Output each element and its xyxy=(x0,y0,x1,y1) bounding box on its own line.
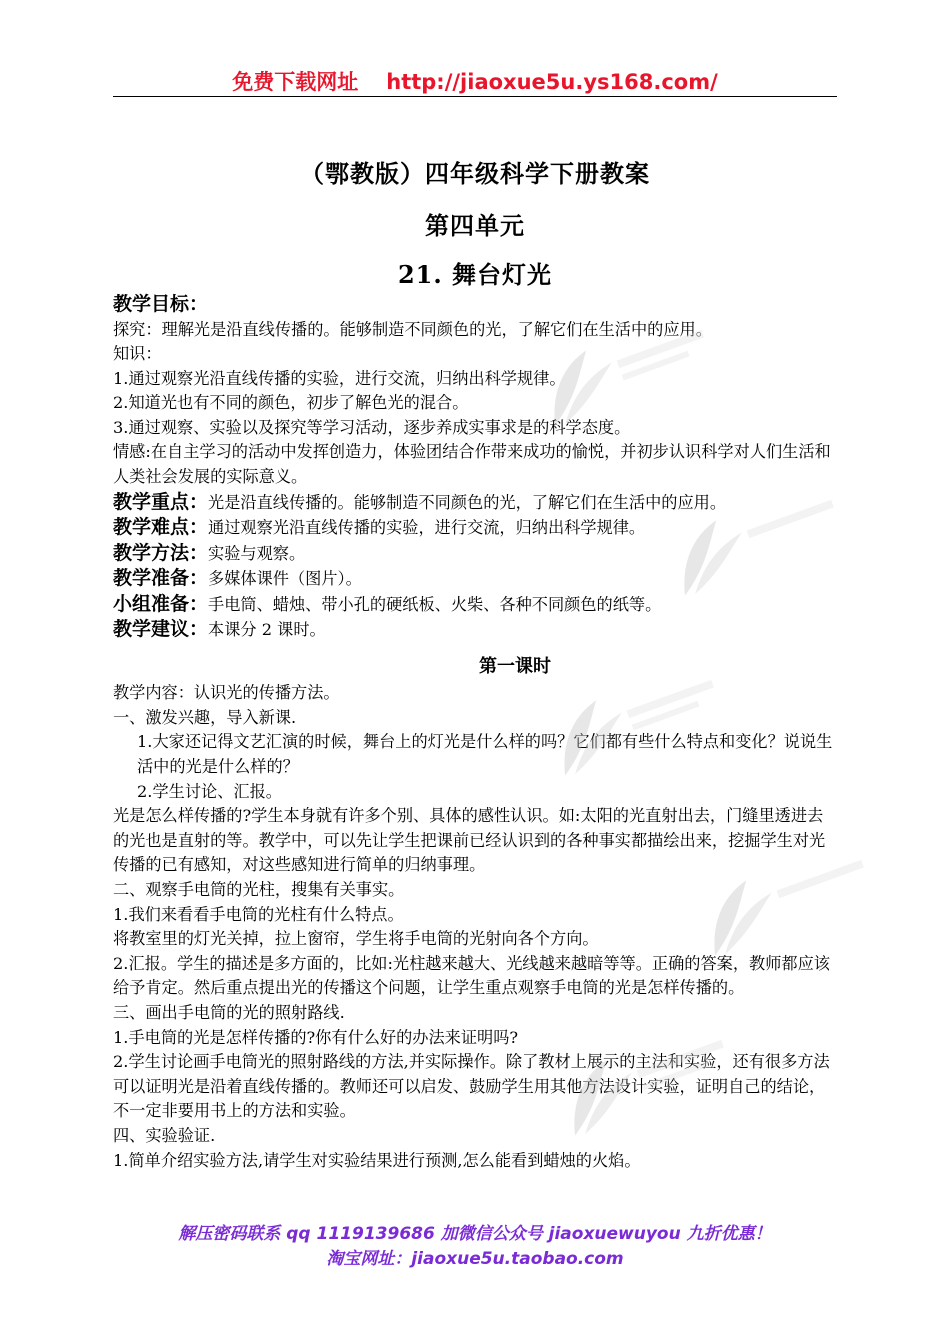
paragraph: 1.简单介绍实验方法,请学生对实验结果进行预测,怎么能看到蜡烛的火焰。 xyxy=(113,1150,641,1170)
paragraph: 1.大家还记得文艺汇演的时候，舞台上的灯光是什么样的吗？它们都有些什么特点和变化？说说生活中的光是什么样的？ xyxy=(137,732,833,777)
paragraph: 1.手电筒的光是怎样传播的?你有什么好的办法来证明吗? xyxy=(113,1027,519,1047)
section-heading: 二、观察手电筒的光柱，搜集有关事实。 xyxy=(113,880,405,899)
paragraph: 2.汇报。学生的描述是多方面的，比如:光柱越来越大、光线越来越暗等等。正确的答案，教师都应该给予肯定。然后重点提出光的传播这个问题，让学生重点观察手电筒的光是怎样传播的。 xyxy=(113,953,830,998)
header-label: 免费下载网址 xyxy=(232,70,359,94)
paragraph: 1.通过观察光沿直线传播的实验，进行交流，归纳出科学规律。 xyxy=(113,368,566,388)
paragraph: 3.通过观察、实验以及探究等学习活动，逐步养成实事求是的科学态度。 xyxy=(113,417,631,437)
lesson-title: 21. 舞台灯光 xyxy=(397,260,553,289)
footer-contact: 解压密码联系 qq 1119139686 加微信公众号 jiaoxuewuyou 九折优惠！ xyxy=(178,1224,772,1244)
paragraph: 2.知道光也有不同的颜色，初步了解色光的混合。 xyxy=(113,393,469,413)
footer-shop-url[interactable]: 淘宝网址：jiaoxue5u.taobao.com xyxy=(326,1249,624,1269)
paragraph: 1.我们来看看手电筒的光柱有什么特点。 xyxy=(113,904,404,924)
lesson-heading: 第一课时 xyxy=(479,655,551,677)
paragraph: 情感:在自主学习的活动中发挥创造力，体验团结合作带来成功的愉悦，并初步认识科学对人们生活和人类社会发展的实际意义。 xyxy=(113,442,831,487)
teaching-advice: 教学建议：本课分 2 课时。 xyxy=(113,618,326,641)
section-heading: 一、激发兴趣，导入新课. xyxy=(113,707,297,727)
paragraph: 将教室里的灯光关掉，拉上窗帘，学生将手电筒的光射向各个方向。 xyxy=(113,929,599,949)
goals-heading: 教学目标： xyxy=(113,293,209,315)
paragraph: 光是怎么样传播的?学生本身就有许多个别、具体的感性认识。如:太阳的光直射出去，门缝里透进去的光也是直射的等。教学中，可以先让学生把课前已经认识到的各种事实都描绘出来，挖掘学生对光传播的已有感知，对这些感知进行简单的归纳事理。 xyxy=(113,806,826,875)
section-heading: 四、实验验证. xyxy=(113,1125,216,1145)
section-heading: 三、画出手电筒的光的照射路线. xyxy=(113,1002,345,1022)
paragraph: 知识： xyxy=(113,344,162,364)
key-points: 教学重点：光是沿直线传播的。能够制造不同颜色的光，了解它们在生活中的应用。 xyxy=(113,490,727,513)
paragraph: 2.学生讨论、汇报。 xyxy=(137,781,282,801)
document-title: （鄂教版）四年级科学下册教案 xyxy=(300,159,650,188)
unit-title: 第四单元 xyxy=(425,211,525,240)
group-prep: 小组准备：手电筒、蜡烛、带小孔的硬纸板、火柴、各种不同颜色的纸等。 xyxy=(113,592,662,615)
paragraph: 探究：理解光是沿直线传播的。能够制造不同颜色的光，了解它们在生活中的应用。 xyxy=(113,319,712,339)
difficult-points: 教学难点：通过观察光沿直线传播的实验，进行交流，归纳出科学规律。 xyxy=(113,516,646,539)
page-header xyxy=(113,66,837,97)
paragraph: 2.学生讨论画手电筒光的照射路线的方法,并实际操作。除了教材上展示的主法和实验，还有很多方法可以证明光是沿着直线传播的。教师还可以启发、鼓励学生用其他方法设计实验，证明自己的结论，不一定非要用书上的方法和实验。 xyxy=(113,1052,830,1121)
paragraph: 教学内容：认识光的传播方法。 xyxy=(113,683,340,703)
teaching-prep: 教学准备：多媒体课件（图片）。 xyxy=(113,567,362,590)
teaching-method: 教学方法：实验与观察。 xyxy=(113,541,306,564)
header-url[interactable]: http://jiaoxue5u.ys168.com/ xyxy=(386,70,718,94)
